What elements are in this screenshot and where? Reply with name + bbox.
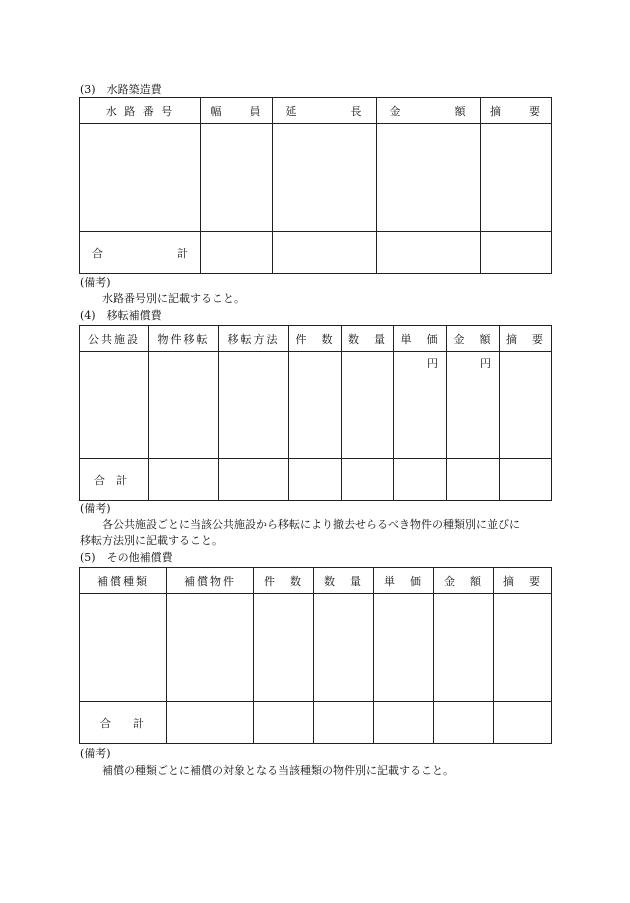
body-cell <box>80 352 149 459</box>
section3-table <box>79 97 552 274</box>
yen-unit: 円 <box>480 357 491 370</box>
total-cell <box>273 232 377 274</box>
total-label: 合 計 <box>80 459 149 501</box>
total-cell <box>377 232 481 274</box>
total-label-cell <box>80 232 201 274</box>
body-cell <box>342 352 394 459</box>
body-cell <box>80 594 167 702</box>
header-tekiyo: 摘 要 <box>494 568 552 594</box>
section5-note-text: 補償の種類ごとに補償の対象となる当該種類の物件別に記載すること。 <box>102 764 454 777</box>
total-cell <box>394 459 447 501</box>
total-cell <box>342 459 394 501</box>
total-cell <box>167 702 254 744</box>
section4-heading: (4) 移転補償費 <box>80 309 162 322</box>
total-cell <box>481 232 552 274</box>
body-cell <box>167 594 254 702</box>
section3-note-label: (備考) <box>80 276 111 289</box>
section4-note-label: (備考) <box>80 502 111 515</box>
section5-heading: (5) その他補償費 <box>80 551 173 564</box>
header-haba: 幅 員 <box>201 98 273 124</box>
section3-note-text: 水路番号別に記載すること。 <box>102 292 245 305</box>
unit-price-cell <box>394 352 447 459</box>
total-cell <box>149 459 219 501</box>
header-kensu: 件 数 <box>254 568 314 594</box>
header-kingaku: 金 額 <box>377 98 481 124</box>
amount-cell <box>447 352 500 459</box>
header-iten-hoho: 移転方法 <box>219 326 289 352</box>
header-kingaku: 金 額 <box>434 568 494 594</box>
header-hosho-shurui: 補償種類 <box>80 568 167 594</box>
total-cell <box>447 459 500 501</box>
body-cell <box>314 594 374 702</box>
body-cell <box>201 124 273 232</box>
section4-table <box>79 325 552 501</box>
header-tanka: 単 価 <box>374 568 434 594</box>
total-cell <box>289 459 342 501</box>
total-cell <box>374 702 434 744</box>
section5-note-label: (備考) <box>80 747 111 760</box>
header-tekiyo: 摘 要 <box>500 326 552 352</box>
total-cell <box>254 702 314 744</box>
total-label-left: 合 <box>92 246 103 260</box>
header-encho: 延 長 <box>273 98 377 124</box>
body-cell <box>80 124 201 232</box>
total-cell <box>201 232 273 274</box>
header-kokyo-shisetsu: 公共施設 <box>80 326 149 352</box>
header-tanka: 単 価 <box>394 326 447 352</box>
body-cell <box>494 594 552 702</box>
header-kensu: 件 数 <box>289 326 342 352</box>
section5-table <box>79 567 552 744</box>
body-cell <box>481 124 552 232</box>
total-cell <box>500 459 552 501</box>
body-cell <box>254 594 314 702</box>
total-cell <box>314 702 374 744</box>
body-cell <box>289 352 342 459</box>
body-cell <box>500 352 552 459</box>
section3-heading: (3) 水路築造費 <box>80 83 162 96</box>
header-suryo: 数 量 <box>342 326 394 352</box>
body-cell <box>377 124 481 232</box>
body-cell <box>374 594 434 702</box>
body-cell <box>219 352 289 459</box>
section4-note-line2: 移転方法別に記載すること。 <box>80 534 223 547</box>
header-tekiyo: 摘 要 <box>481 98 552 124</box>
total-cell <box>434 702 494 744</box>
body-cell <box>434 594 494 702</box>
section4-note-line1: 各公共施設ごとに当該公共施設から移転により撤去せらるべき物件の種類別に並びに <box>102 518 520 531</box>
total-cell <box>219 459 289 501</box>
header-hosho-bukken: 補償物件 <box>167 568 254 594</box>
total-cell <box>494 702 552 744</box>
header-suiro-bango: 水 路 番 号 <box>80 98 201 124</box>
header-suryo: 数 量 <box>314 568 374 594</box>
body-cell <box>273 124 377 232</box>
header-kingaku: 金 額 <box>447 326 500 352</box>
body-cell <box>149 352 219 459</box>
header-bukken-iten: 物件移転 <box>149 326 219 352</box>
total-label-right: 計 <box>177 246 188 260</box>
yen-unit: 円 <box>427 357 438 370</box>
total-label: 合 計 <box>80 702 167 744</box>
